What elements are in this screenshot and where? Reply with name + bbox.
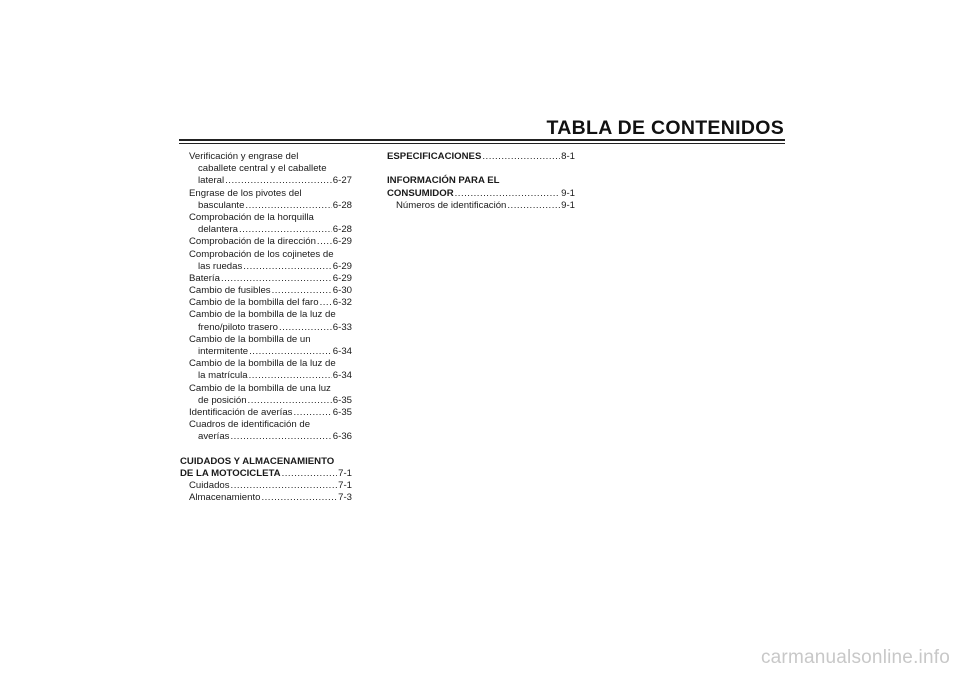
toc-page-number: 6-29 (332, 260, 352, 272)
toc-leader-dots (243, 261, 332, 273)
toc-section-label: DE LA MOTOCICLETA (180, 467, 281, 479)
toc-entry-label: intermitente (198, 346, 249, 357)
toc-leader-dots (249, 346, 332, 358)
toc-entry-label: Identificación de averías (189, 406, 293, 418)
toc-leader-dots (317, 236, 332, 248)
toc-page-number: 6-27 (332, 175, 352, 187)
toc-leader-dots (225, 175, 332, 187)
toc-page-number: 7-3 (338, 492, 352, 504)
toc-page-number: 6-28 (332, 224, 352, 236)
toc-page-number: 7-1 (338, 480, 352, 492)
toc-leader-dots (507, 200, 560, 212)
toc-section-entry[interactable] (387, 151, 575, 163)
toc-entry[interactable] (180, 175, 352, 187)
toc-entry[interactable] (180, 236, 352, 248)
toc-entry-text: Verificación y engrase del (189, 151, 299, 162)
toc-entry-label: las ruedas (198, 260, 243, 272)
toc-page-number: 6-29 (332, 236, 352, 248)
toc-entry[interactable] (180, 346, 352, 358)
toc-leader-dots (293, 407, 331, 419)
toc-entry-label: Almacenamiento (189, 492, 261, 504)
toc-entry[interactable] (180, 261, 352, 273)
toc-entry[interactable] (180, 322, 352, 334)
toc-section-heading: INFORMACIÓN PARA EL (387, 175, 500, 187)
toc-entry[interactable] (180, 480, 352, 492)
toc-entry[interactable] (180, 285, 352, 297)
toc-entry-text: Comprobación de los cojinetes de (189, 248, 334, 260)
toc-page-number: 6-30 (332, 285, 352, 297)
toc-leader-dots (282, 468, 338, 480)
toc-page-number: 6-28 (332, 199, 352, 211)
toc-page-number: 6-35 (332, 394, 352, 406)
toc-entry-label: basculante (198, 199, 245, 211)
toc-entry-text: caballete central y el caballete (198, 163, 327, 175)
section-spacer (387, 163, 575, 175)
toc-section-label: ESPECIFICACIONES (387, 151, 482, 162)
toc-entry-label: Cambio de la bombilla del faro (189, 297, 319, 309)
toc-entry-label: la matrícula (198, 370, 248, 382)
toc-entry-label: de posición (198, 394, 247, 406)
toc-page-number: 6-33 (332, 321, 352, 333)
watermark: carmanualsonline.info (760, 647, 950, 668)
toc-right-column (387, 151, 575, 212)
toc-leader-dots (221, 273, 332, 285)
toc-entry-label: Cuidados (189, 480, 230, 492)
toc-entry[interactable] (180, 407, 352, 419)
toc-entry-text: Cambio de la bombilla de la luz de (189, 358, 336, 370)
toc-entry[interactable] (180, 273, 352, 285)
toc-leader-dots (245, 200, 331, 212)
toc-section-heading: CUIDADOS Y ALMACENAMIENTO (180, 455, 335, 467)
toc-entry-label: Batería (189, 272, 220, 284)
toc-page-number: 6-35 (332, 406, 352, 418)
toc-leader-dots (248, 395, 332, 407)
title-rule-thick (179, 139, 785, 141)
toc-leader-dots (455, 188, 561, 200)
toc-section-entry[interactable] (387, 188, 575, 200)
toc-entry-label: Números de identificación (396, 199, 507, 211)
toc-entry[interactable] (180, 431, 352, 443)
toc-entry-text: Cambio de la bombilla de la luz de (189, 309, 336, 321)
toc-leader-dots (230, 431, 331, 443)
toc-section-label: CONSUMIDOR (387, 187, 454, 199)
toc-page-number: 6-34 (332, 370, 352, 382)
toc-entry-text: Cambio de la bombilla de una luz (189, 382, 331, 394)
toc-page-number: 6-34 (332, 346, 352, 357)
toc-page-number: 7-1 (338, 467, 352, 479)
toc-entry-text: Engrase de los pivotes del (189, 187, 302, 199)
toc-leader-dots (320, 297, 332, 309)
toc-entry-label: lateral (198, 175, 225, 187)
toc-leader-dots (231, 480, 338, 492)
toc-entry-label: Cambio de fusibles (189, 285, 271, 297)
toc-entry-label: averías (198, 431, 230, 443)
toc-entry-label: delantera (198, 224, 239, 236)
toc-leader-dots (482, 151, 560, 163)
section-spacer (180, 444, 352, 456)
toc-page-number: 6-32 (332, 297, 352, 309)
toc-entry-text: Cambio de la bombilla de un (189, 333, 311, 345)
toc-left-column (180, 151, 352, 504)
toc-entry[interactable] (180, 370, 352, 382)
toc-entry[interactable] (180, 224, 352, 236)
toc-leader-dots (279, 322, 332, 334)
toc-page-number: 9-1 (561, 187, 575, 199)
toc-page-number: 8-1 (561, 151, 575, 162)
toc-entry[interactable] (180, 297, 352, 309)
toc-entry[interactable] (180, 395, 352, 407)
toc-leader-dots (249, 370, 332, 382)
toc-entry-text: Comprobación de la horquilla (189, 211, 314, 223)
toc-page-number: 6-36 (332, 431, 352, 443)
toc-leader-dots (261, 492, 337, 504)
toc-entry[interactable] (180, 492, 352, 504)
toc-entry[interactable] (180, 200, 352, 212)
toc-entry[interactable] (387, 200, 575, 212)
toc-section-entry[interactable] (180, 468, 352, 480)
toc-leader-dots (239, 224, 332, 236)
toc-page-number: 9-1 (561, 199, 575, 211)
title-rule-thin (179, 143, 785, 144)
toc-entry-text: Cuadros de identificación de (189, 419, 311, 431)
toc-leader-dots (272, 285, 332, 297)
toc-page-number: 6-29 (332, 272, 352, 284)
page-title: TABLA DE CONTENIDOS (546, 117, 784, 139)
toc-entry-label: Comprobación de la dirección (189, 236, 316, 248)
toc-entry-label: freno/piloto trasero (198, 321, 278, 333)
